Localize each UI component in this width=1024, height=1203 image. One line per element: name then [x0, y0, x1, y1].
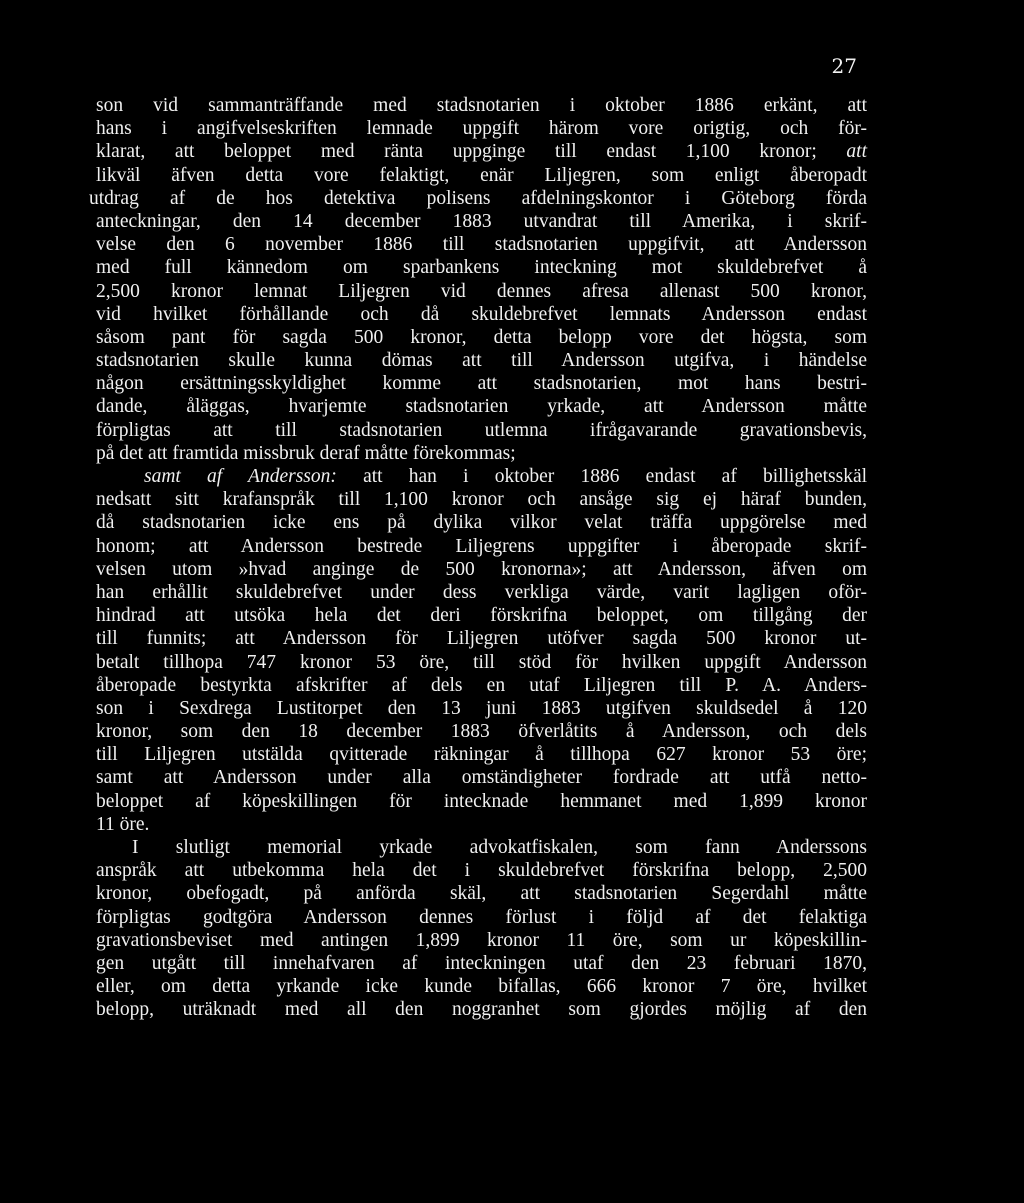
text-line: vid hvilket förhållande och då skuldebrefvet lemnats Andersson endast: [96, 303, 867, 325]
text-line: gravationsbeviset med antingen 1,899 kronor 11 öre, som ur köpeskillin-: [96, 929, 867, 951]
text-line: till Liljegren utstälda qvitterade räkningar å tillhopa 627 kronor 53 öre;: [96, 744, 867, 766]
text-line: nedsatt sitt krafanspråk till 1,100 kronor och ansåge sig ej häraf bunden,: [96, 489, 867, 511]
text-line: åberopade bestyrkta afskrifter af dels en utaf Liljegren till P. A. Anders-: [96, 674, 867, 696]
text-line-segment: klarat, att beloppet med ränta uppginge till endast 1,100 kronor;: [96, 141, 817, 163]
italic-word: att: [846, 141, 867, 163]
text-line: någon ersättningsskyldighet komme att stadsnotarien, mot hans bestri-: [96, 373, 867, 395]
text-line: velsen utom »hvad anginge de 500 kronorna»; att Andersson, äfven om: [96, 558, 867, 580]
text-line: då stadsnotarien icke ens på dylika vilkor velat träffa uppgörelse med: [96, 512, 867, 534]
text-line: honom; att Andersson bestrede Liljegrens uppgifter i åberopade skrif-: [96, 535, 867, 557]
text-line: eller, om detta yrkande icke kunde bifallas, 666 kronor 7 öre, hvilket: [96, 976, 867, 998]
text-line: såsom pant för sagda 500 kronor, detta belopp vore det högsta, som: [96, 326, 867, 348]
text-line: samt att Andersson under alla omständigheter fordrade att utfå netto-: [96, 767, 867, 789]
text-line: velse den 6 november 1886 till stadsnotarien uppgifvit, att Andersson: [96, 234, 867, 256]
body-text: [89, 94, 868, 1022]
text-line: stadsnotarien skulle kunna dömas att till Andersson utgifva, i händelse: [96, 350, 867, 372]
text-line: anteckningar, den 14 december 1883 utvandrat till Amerika, i skrif-: [96, 210, 867, 232]
text-line: till funnits; att Andersson för Liljegren utöfver sagda 500 kronor ut-: [96, 628, 867, 650]
text-line: med full kännedom om sparbankens inteckning mot skuldebrefvet å: [96, 257, 867, 279]
text-line: betalt tillhopa 747 kronor 53 öre, till stöd för hvilken uppgift Andersson: [96, 651, 867, 673]
text-line: dande, åläggas, hvarjemte stadsnotarien yrkade, att Andersson måtte: [96, 396, 867, 418]
text-line: [96, 140, 867, 163]
text-line: utdrag af de hos detektiva polisens afdelningskontor i Göteborg förda: [89, 187, 867, 209]
text-line: kronor, obefogadt, på anförda skäl, att stadsnotarien Segerdahl måtte: [96, 883, 867, 905]
text-line: hans i angifvelseskriften lemnade uppgift härom vore origtig, och för-: [96, 118, 867, 140]
text-line: förpligtas godtgöra Andersson dennes förlust i följd af det felaktiga: [96, 906, 867, 928]
text-line: [96, 465, 867, 488]
text-line: anspråk att utbekomma hela det i skuldebrefvet förskrifna belopp, 2,500: [96, 860, 867, 882]
text-line: hindrad att utsöka hela det deri förskrifna beloppet, om tillgång der: [96, 605, 867, 627]
text-line: belopp, uträknadt med all den noggranhet som gjordes möjlig af den: [96, 999, 867, 1021]
text-line: 2,500 kronor lemnat Liljegren vid dennes afresa allenast 500 kronor,: [96, 280, 867, 302]
text-line: beloppet af köpeskillingen för intecknade hemmanet med 1,899 kronor: [96, 790, 867, 812]
text-line: son i Sexdrega Lustitorpet den 13 juni 1883 utgifven skuldsedel å 120: [96, 697, 867, 719]
text-line: likväl äfven detta vore felaktigt, enär Liljegren, som enligt åberopadt: [96, 164, 867, 186]
italic-lead: samt af Andersson:: [144, 466, 337, 487]
text-line: han erhållit skuldebrefvet under dess verkliga värde, varit lagligen oför-: [96, 581, 867, 603]
text-line: gen utgått till innehafvaren af inteckningen utaf den 23 februari 1870,: [96, 952, 867, 974]
text-line: på det att framtida missbruk deraf måtte förekommas;: [96, 442, 516, 464]
text-line: 11 öre.: [96, 813, 150, 835]
text-line: I slutligt memorial yrkade advokatfiskalen, som fann Anderssons: [132, 837, 867, 858]
text-line: kronor, som den 18 december 1883 öfverlåtits å Andersson, och dels: [96, 721, 867, 743]
text-line: förpligtas att till stadsnotarien utlemna ifrågavarande gravationsbevis,: [96, 419, 867, 441]
text-line-segment: att han i oktober 1886 endast af billighetsskäl: [363, 466, 868, 487]
page-number: 27: [831, 54, 857, 78]
text-line: son vid sammanträffande med stadsnotarien i oktober 1886 erkänt, att: [96, 95, 867, 116]
